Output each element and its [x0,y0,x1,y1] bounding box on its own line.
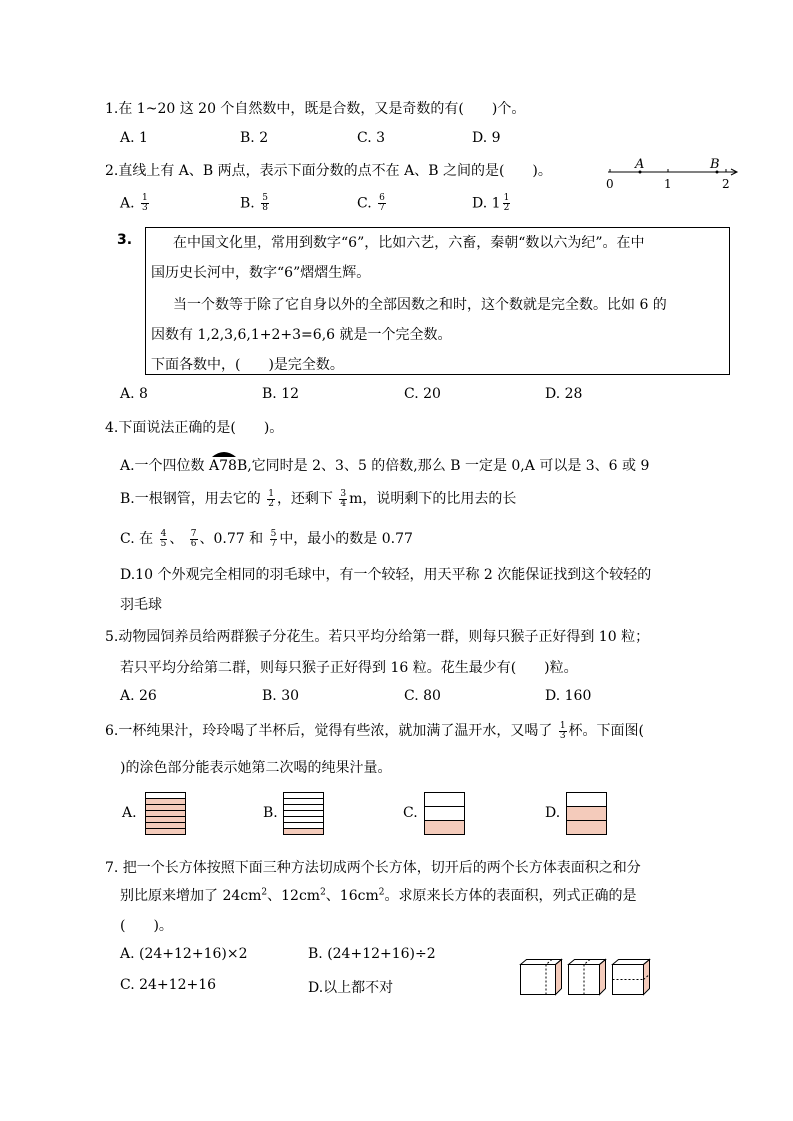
q7-line3: ( )。 [120,918,173,934]
q3-text-box [145,227,730,375]
q3-para2-line1: 当一个数等于除了它自身以外的全部因数之和时，这个数就是完全数。比如 6 的 [173,297,667,313]
tick-1: 1 [664,177,672,191]
q1-option-b: B. 2 [240,130,269,146]
q6-option-c-label: C. [403,805,418,821]
q3-question: 下面各数中，( )是完全数。 [151,357,344,373]
q4-option-c: C. 在 $\frac{4}{5}$ 、 $\frac{7}{6}$ 、0.77 和 $\frac{5}{7}$ 中，最小的数是 0.77 [120,528,413,549]
q4-option-a-number: A78B [209,458,247,474]
q6-option-b-label: B. [263,805,278,821]
q7-option-c: C. 24+12+16 [120,977,217,993]
q7-option-a: A. (24+12+16)×2 [120,946,248,962]
q3-number: 3. [117,232,133,248]
q6-glass-c [424,792,465,835]
q2-number-line [600,152,740,192]
q2-option-d: D. 1 $\frac{1}{2}$ [472,193,510,213]
q1-option-d: D. 9 [472,130,501,146]
q4-option-d-line2: 羽毛球 [120,597,162,613]
q1-option-a: A. 1 [120,130,148,146]
q5-line1: 5.动物园饲养员给两群猴子分花生。若只平均分给第一群，则每只猴子正好得到 10 粒； [105,629,650,645]
q3-option-a: A. 8 [120,386,148,402]
tick-0: 0 [606,177,614,191]
q6-glass-a [145,792,186,835]
q6-option-d-label: D. [545,805,561,821]
tick-2: 2 [722,177,730,191]
q4-stem: 4.下面说法正确的是( )。 [105,420,284,436]
q7-option-d: D.以上都不对 [308,980,394,996]
q6-line1: 6.一杯纯果汁，玲玲喝了半杯后，觉得有些浓，就加满了温开水，又喝了 $\frac{1}{3}$ 杯。下面图( [105,720,645,741]
q3-para1-line1: 在中国文化里，常用到数字“6”，比如六艺，六畜，秦朝“数以六为纪”。在中 [173,235,645,251]
q7-line2: 别比原来增加了 $24cm^2$、$12cm^2$、$16cm^2$。求原来长方体的表面积，列式正确的是 [120,887,637,904]
q4-option-b: B.一根钢管，用去它的 $\frac{1}{2}$ ，还剩下 $\frac{3}{4}$ m，说明剩下的比用去的长 [120,488,517,509]
q1-option-c: C. 3 [357,130,386,146]
q5-line2: 若只平均分给第二群，则每只猴子正好得到 16 粒。花生最少有( )粒。 [120,660,578,676]
q5-option-d: D. 160 [545,688,592,704]
point-a-label: A [635,157,645,172]
q7-option-b: B. (24+12+16)÷2 [308,946,436,962]
q7-cuboid-figures [519,958,659,996]
cuboid-cut-3 [613,959,650,995]
q3-option-b: B. 12 [262,386,300,402]
q6-glass-b [283,792,324,835]
q5-option-c: C. 80 [404,688,441,704]
q2-option-c: C. $\frac{6}{7}$ [357,193,385,213]
cuboid-cut-1 [521,959,562,995]
q2-option-b: B. $\frac{5}{8}$ [240,193,268,213]
q7-line1: 7. 把一个长方体按照下面三种方法切成两个长方体，切开后的两个长方体表面积之和分 [105,860,641,876]
q3-option-c: C. 20 [404,386,441,402]
q3-option-d: D. 28 [545,386,583,402]
q2-option-a: A. $\frac{1}{3}$ [120,193,148,213]
point-b-label: B [710,157,720,172]
cuboid-cut-2 [569,959,606,995]
q5-option-b: B. 30 [262,688,300,704]
q3-para2-line2: 因数有 1,2,3,6,1+2+3=6,6 就是一个完全数。 [151,327,452,343]
q6-glass-d [566,792,607,835]
q3-para1-line2: 国历史长河中，数字“6”熠熠生辉。 [151,265,371,281]
q2-stem: 2.直线上有 A、B 两点，表示下面分数的点不在 A、B 之间的是( )。 [105,163,552,179]
q4-option-a: A.一个四位数 A78B,它同时是 2、3、5 的倍数,那么 B 一定是 0,A 可以是 3、6 或 9 [120,455,649,475]
q6-line2: )的涂色部分能表示她第二次喝的纯果汁量。 [120,760,392,776]
q6-option-a-label: A. [122,805,137,821]
q5-option-a: A. 26 [120,688,157,704]
q1-stem: 1.在 1~20 这 20 个自然数中，既是合数，又是奇数的有( )个。 [105,101,526,117]
q4-option-d-line1: D.10 个外观完全相同的羽毛球中，有一个较轻，用天平称 2 次能保证找到这个较轻的 [120,567,652,583]
